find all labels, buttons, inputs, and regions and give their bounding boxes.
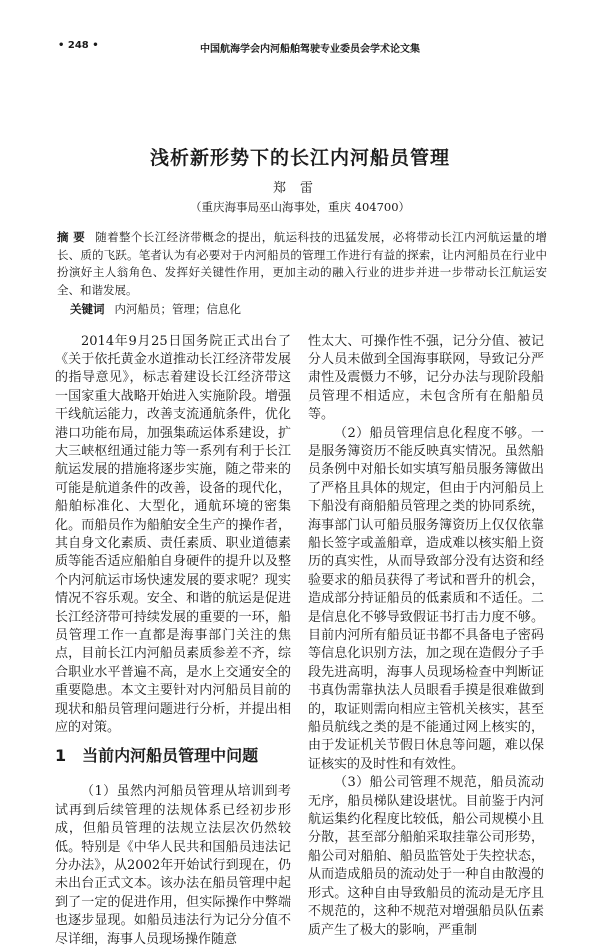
intro-paragraph: 2014年9月25日国务院正式出台了《关于依托黄金水道推动长江经济带发展的指导意见》，标志着建设长江经济带这一国家重大战略开始进入实施阶段。增强干线航运能力，改善支流通航条件，优化港口功能布局，加强集疏运体系建设，扩大三峡枢纽通过能力等一系列有利于长江航运发展的措施将逐步实施，随之带来的可能是航道条件的改善，设备的现代化，船舶标准化、大型化，通航环境的密集化。而船员作为船舶安全生产的操作者，其自身文化素质、责任素质、职业道德素质等能否适应船舶自身硬件的提升以及整个内河航运市场快速发展的要求呢？现实情况不容乐观。安全、和谐的航运是促进长江经济带可持续发展的重要的一环，船员管理工作一直都是海事部门关注的焦点，目前长江内河船员素质参差不齐，综合职业水平普遍不高，是水上交通安全的重要隐患。本文主要针对内河船员目前的现状和船员管理问题进行分析，并提出相应的对策。	[55, 333, 291, 738]
paragraph-2: （2）船员管理信息化程度不够。一是服务簿资历不能反映真实情况。虽然船员条例中对船长如实填写船员服务簿做出了严格且具体的规定，但由于内河船员上下船没有商船船员管理之类的协同系统，海事部门认可船员服务簿资历上仅仅依靠船长签字或盖船章，造成难以核实船上资历的真实性，从而导致部分没有达资和经验要求的船员获得了考试和晋升的机会，造成部分持证船员的低素质和不适任。二是信息化不够导致假证书打击力度不够。目前内河所有船员证书都不具备电子密码等信息化识别方法，加之现在造假分子手段先进高明，海事人员现场检查中判断证书真伪需靠执法人员眼看手摸是很难做到的，取证则需向相应主管机关核实，甚至船员航线之类的是不能通过网上核实的，由于发证机关节假日休息等问题，难以保证核实的及时性和有效性。	[308, 425, 544, 775]
abstract-text: 随着整个长江经济带概念的提出，航运科技的迅猛发展，必将带动长江内河航运量的增长、质的飞跃。笔者认为有必要对于内河船员的管理工作进行有益的探索，让内河船员在行业中扮演好主人翁角色、发挥好关键性作用，更加主动的融入行业的进步并进一步带动长江航运安全、和谐发展。	[57, 230, 547, 297]
running-header-journal: 中国航海学会内河船舶驾驶专业委员会学术论文集	[200, 40, 420, 55]
author: 郑雷	[0, 180, 600, 197]
paragraph-1-part-1: （1）虽然内河船员管理从培训到考试再到后续管理的法规体系已经初步形成，但船员管理的法规立法层次仍然较低。特别是《中华人民共和国船员违法记分办法》，从2002年开始试行到现在，仍未出台正式文本。该办法在船员管理中起到了一定的促进作用，但实际操作中弊端也逐步显现。如船员违法行为记分分值不尽详细，海事人员现场操作随意	[55, 783, 291, 949]
abstract-label: 摘 要	[57, 230, 85, 244]
keywords-text: 内河船员；管理；信息化	[115, 302, 242, 316]
section-title: 当前内河船员管理中问题	[82, 746, 258, 765]
paragraph-1-part-2: 性太大、可操作性不强，记分分值、被记分人员未做到全国海事联网，导致记分严肃性及震慑力不够，记分办法与现阶段船员管理不相适应，未包含所有在船船员等。	[308, 333, 544, 425]
article-body	[0, 146, 600, 949]
article-title: 浅析新形势下的长江内河船员管理	[0, 146, 600, 170]
section-number: 1	[55, 746, 66, 765]
paragraph-3: （3）船公司管理不规范，船员流动无序，船员梯队建设堪忧。目前鉴于内河航运集约化程度比较低，船公司规模小且分散，甚至部分船舶采取挂靠公司形势，船公司对船舶、船员监管处于失控状态，从而造成船员的流动处于一种自由散漫的形式。这种自由导致船员的流动是无序且不规范的，这种不规范对增强船员队伍素质产生了极大的影响，严重制	[308, 774, 544, 940]
affiliation: （重庆海事局巫山海事处，重庆 404700）	[0, 199, 600, 215]
right-column	[308, 333, 544, 940]
abstract	[57, 229, 547, 299]
keywords-label: 关键词	[70, 302, 105, 316]
keywords	[70, 301, 547, 319]
left-column	[55, 333, 291, 949]
section-heading	[55, 746, 291, 766]
page-number: • 248 •	[58, 40, 99, 51]
body-columns	[55, 333, 544, 949]
